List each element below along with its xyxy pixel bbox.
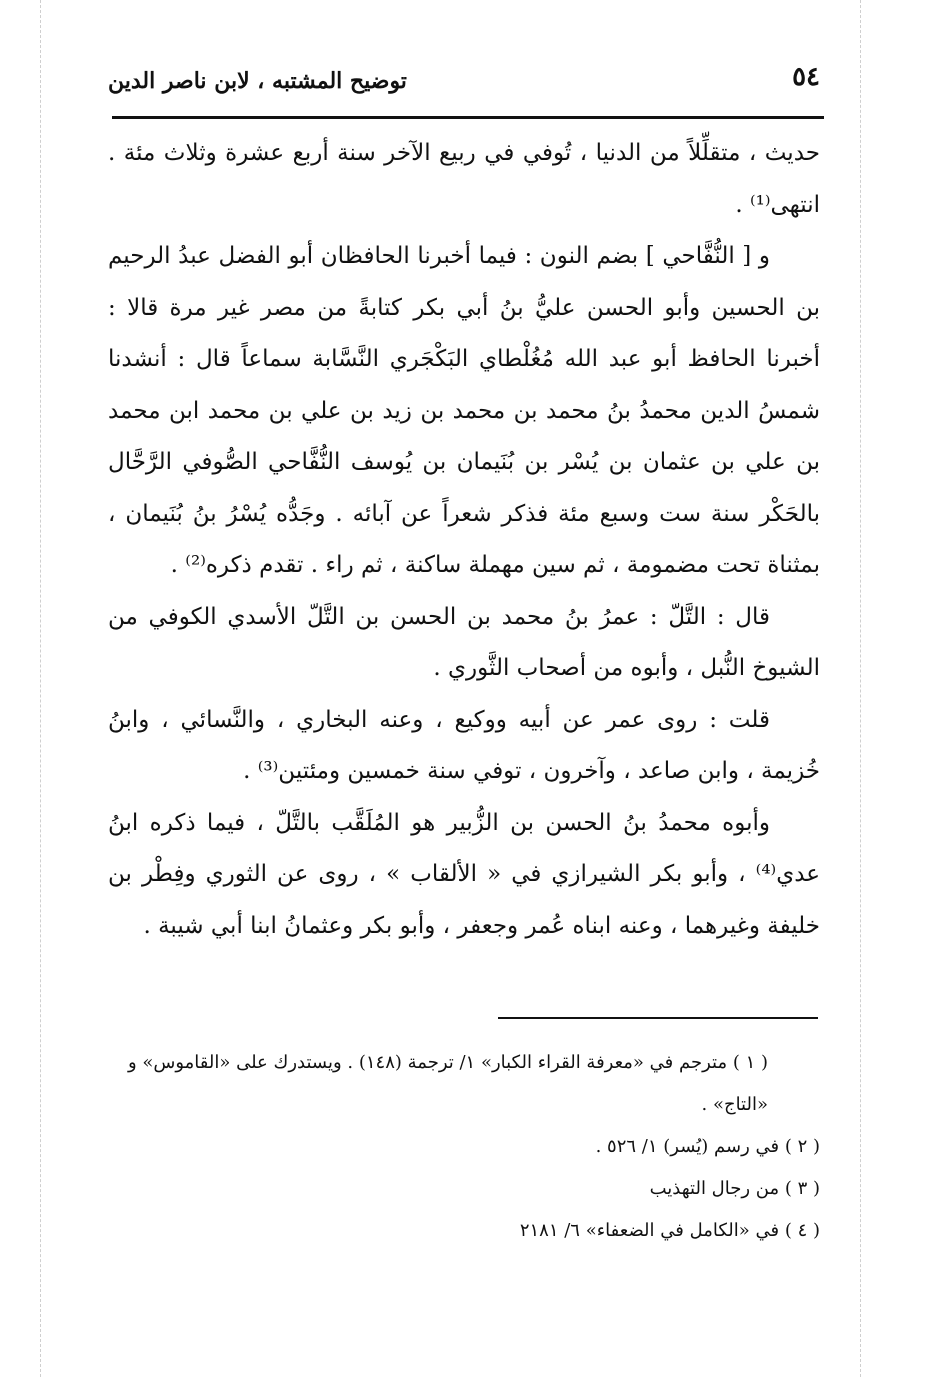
running-title: توضيح المشتبه ، لابن ناصر الدين bbox=[108, 68, 407, 94]
footnote: ( ٤ ) في «الكامل في الضعفاء» ٦/ ٢١٨١ bbox=[519, 1220, 820, 1241]
footnotes bbox=[108, 1042, 820, 1252]
page-header bbox=[108, 60, 820, 106]
paragraph: حديث ، متقلِّلاً من الدنيا ، تُوفي في ربيع الآخر سنة أربع عشرة وثلاث مئة . انتهى⁽¹⁾ . bbox=[108, 140, 820, 218]
header-rule bbox=[112, 116, 824, 119]
footnote: ( ٢ ) في رسم (يُسر) ١/ ٥٢٦ . bbox=[595, 1136, 820, 1157]
page-number: ٥٤ bbox=[792, 62, 820, 92]
footnote: ( ٣ ) من رجال التهذيب bbox=[649, 1178, 820, 1199]
footnote-separator bbox=[498, 1017, 818, 1019]
main-text bbox=[108, 128, 820, 952]
paragraph: و [ النُّفَّاحي ] بضم النون : فيما أخبرنا الحافظان أبو الفضل عبدُ الرحيم بن الحسين وأبو الحسن عليُّ بنُ أبي بكر كتابةً من مصر غير مرة قالا : أخبرنا الحافظ أبو عبد الله مُغُلْطاي البَكْجَري النَّسَّابة سماعاً قال : أنشدنا شمسُ الدين محمدُ بنُ محمد بن محمد بن زيد بن علي بن محمد ابن محمد بن علي بن عثمان بن يُسْر بن بُنَيمان بن يُوسف النُّفَّاحي الصُّوفي الرَّحَّال بالحَكْر سنة ست وسبع مئة فذكر شعراً عن آبائه . وجَدُّه يُسْرُ بنُ بُنَيمان ، بمثناة تحت مضمومة ، ثم سين مهملة ساكنة ، ثم راء . تقدم ذكره⁽²⁾ . bbox=[108, 243, 820, 578]
paragraph: قال : التَّلّ : عمرُ بنُ محمد بن الحسن بن التَّلّ الأسدي الكوفي من الشيوخ النُّبل ، وأبوه من أصحاب الثَّوري . bbox=[108, 603, 820, 681]
paragraph: قلت : روى عمر عن أبيه ووكيع ، وعنه البخاري ، والنَّسائي ، وابنُ خُزيمة ، وابن صاعد ، وآخرون ، توفي سنة خمسين ومئتين⁽³⁾ . bbox=[108, 706, 820, 784]
footnote: ( ١ ) مترجم في «معرفة القراء الكبار» ١/ ترجمة (١٤٨) . ويستدرك على «القاموس» و «التاج» . bbox=[127, 1052, 768, 1115]
paragraph: وأبوه محمدُ بنُ الحسن بن الزُّبير هو المُلَقَّب بالتَّلّ ، فيما ذكره ابنُ عدي⁽⁴⁾ ، وأبو بكر الشيرازي في « الألقاب » ، روى عن الثوري وفِطْر بن خليفة وغيرهما ، وعنه ابناه عُمر وجعفر ، وأبو بكر وعثمانُ ابنا أبي شيبة . bbox=[108, 809, 820, 939]
